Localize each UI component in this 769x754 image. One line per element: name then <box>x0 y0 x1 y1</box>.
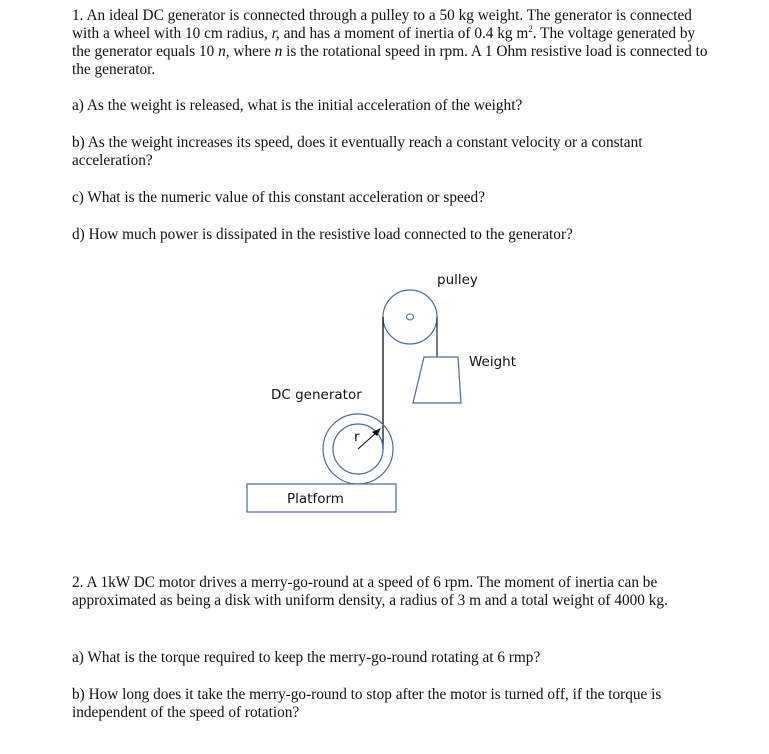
speed-variable: n <box>274 43 283 60</box>
platform-label: Platform <box>287 491 344 507</box>
question-2b: b) How long does it take the merry-go-round to stop after the motor is turned off, if the torque is independent of the speed of rotation? <box>72 686 662 721</box>
radius-variable: r, <box>271 25 280 42</box>
intro-text: is the rotational speed in rpm. A 1 Ohm resistive load is connected to the generator. <box>72 43 708 78</box>
weight-label: Weight <box>469 354 517 370</box>
question-1b: b) As the weight increases its speed, does it eventually reach a constant velocity or a constant acceleration? <box>72 134 643 169</box>
intro-text: and has a moment of inertia of 0.4 kg m <box>279 25 529 42</box>
question-1c: c) What is the numeric value of this constant acceleration or speed? <box>72 189 485 206</box>
intro-text: , where <box>225 43 275 60</box>
weight-block <box>413 357 461 403</box>
pulley-wheel <box>383 290 437 344</box>
question-2a: a) What is the torque required to keep the merry-go-round rotating at 6 rmp? <box>72 649 541 666</box>
generator-label: DC generator <box>271 387 362 403</box>
speed-variable: n <box>218 43 226 60</box>
superscript: 2 <box>528 24 533 34</box>
intro-text: . The voltage generated by the generator equals 10 <box>72 25 696 60</box>
question-1d: d) How much power is dissipated in the resistive load connected to the generator? <box>72 226 573 243</box>
radius-label: r <box>354 429 360 445</box>
pulley-hub <box>407 314 414 320</box>
radius-arrow <box>358 432 377 449</box>
problem2-intro: 2. A 1kW DC motor drives a merry-go-round at a speed of 6 rpm. The moment of inertia can be approximated as being a disk with uniform density, a radius of 3 m and a total weight of 4000 kg. <box>72 574 668 609</box>
intro-text: 1. An ideal DC generator is connected through a pulley to a 50 kg weight. The generator is connected with a wheel with 10 cm radius, <box>72 7 692 42</box>
question-1a: a) As the weight is released, what is the initial acceleration of the weight? <box>72 97 523 114</box>
pulley-label: pulley <box>437 272 478 288</box>
